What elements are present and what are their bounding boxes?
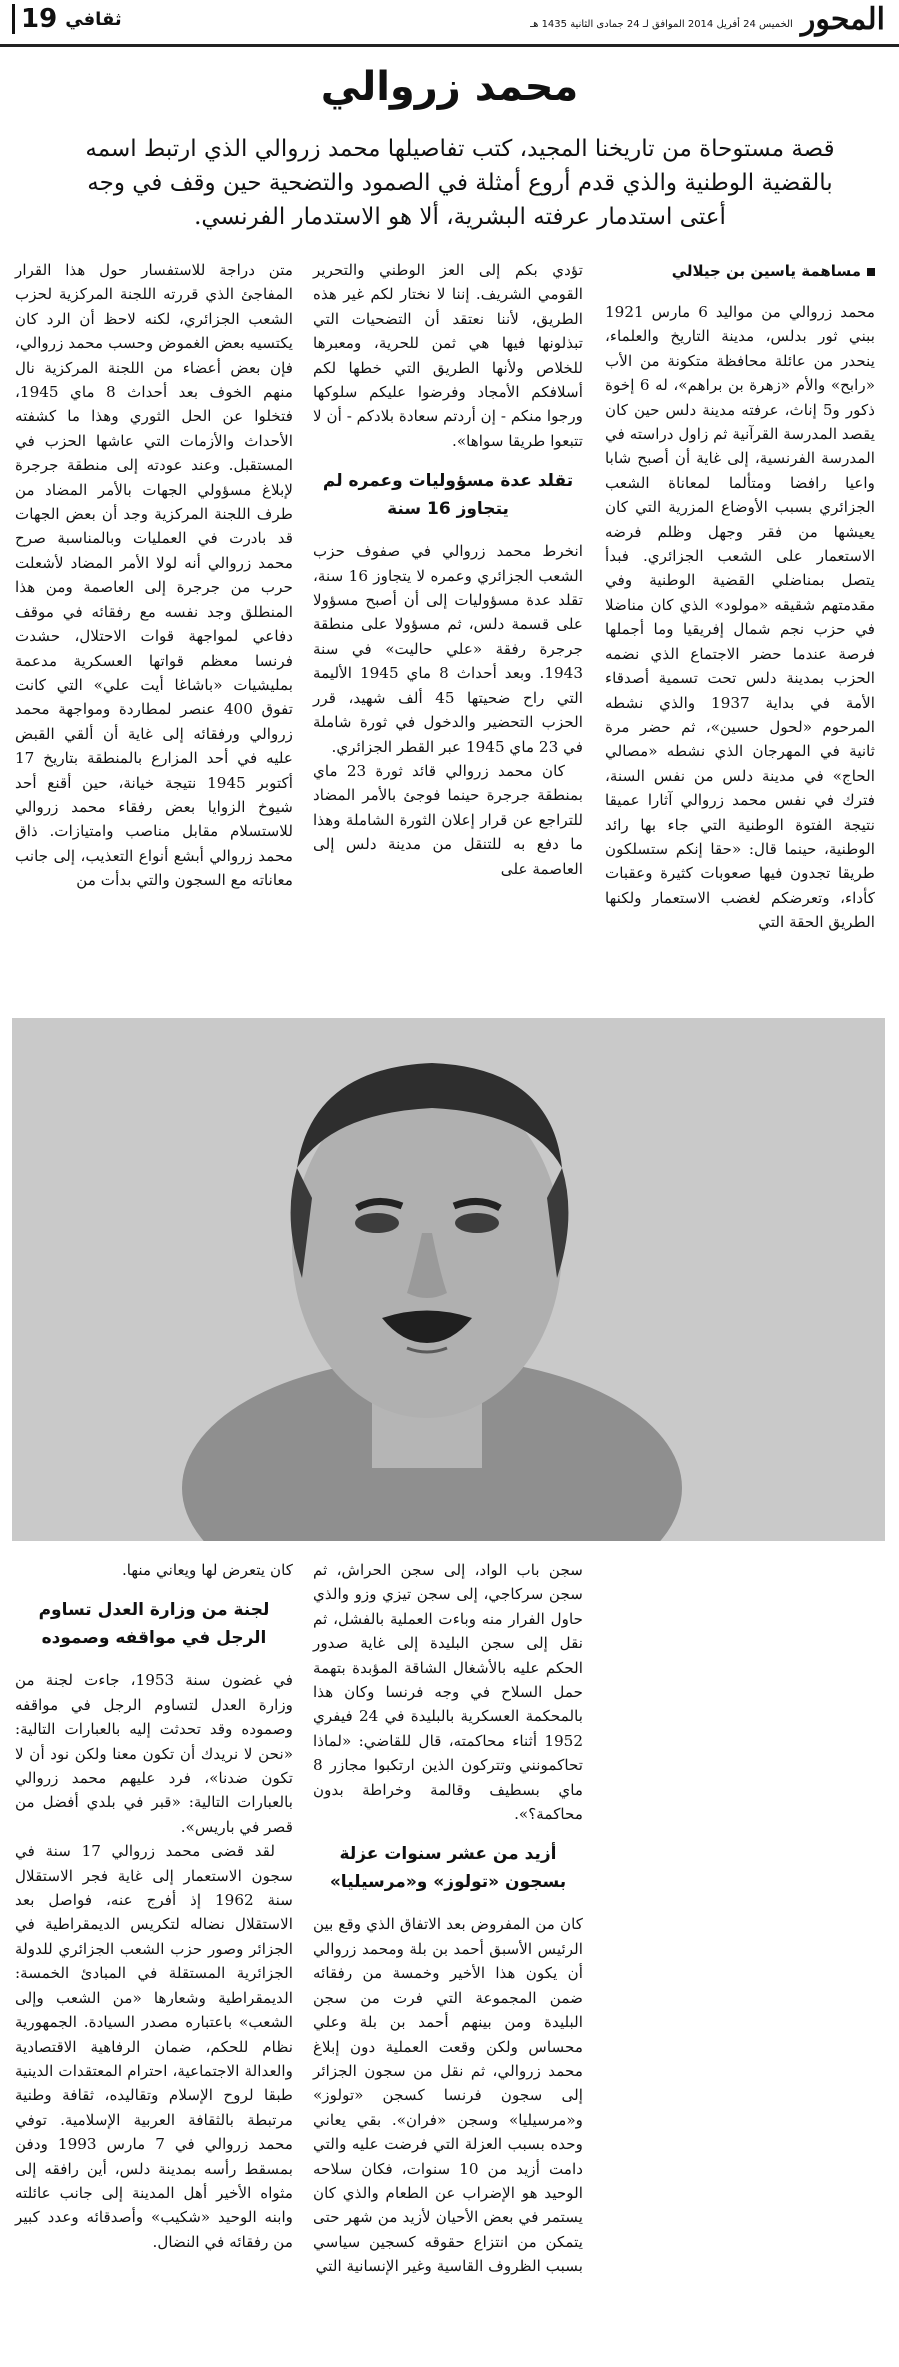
issue-date: الخميس 24 أفريل 2014 الموافق لـ 24 جمادى الثانية 1435 هـ (530, 19, 793, 30)
article-title: محمد زروالي (320, 64, 579, 110)
section-name: ثقافي (65, 8, 122, 30)
newspaper-logo: المحور (800, 2, 885, 37)
paragraph: في غضون سنة 1953، جاءت لجنة من وزارة العدل لتساوم الرجل في مواقفه وصموده وقد تحدثت إليه بالعبارات التالية: «نحن لا نريدك أن تكون معنا ولكن نود أن لا تكون ضدنا»، فرد عليهم محمد زروالي بالعبارات التالية: «قبر في بلدي أفضل من قصر في باريس». (15, 1671, 293, 1836)
paragraph: كان من المفروض بعد الاتفاق الذي وقع بين الرئيس الأسبق أحمد بن بلة ومحمد زروالي أن يكون هذا الأخير وخمسة من رفقائه ضمن المجموعة التي فرت من سجن البليدة ومن بينهم أحمد بن بلة وعلي محساس ولكن وقعت العملية دون إبلاغ محمد زروالي، ثم نقل من سجون الجزائر إلى سجون فرنسا كسجن «تولوز» و«مرسيليا» وسجن «فران». بقي يعاني وحده بسبب العزلة التي فرضت عليه والتي دامت أزيد من 10 سنوات، فكان سلاحه الوحيد هو الإضراب عن الطعام والذي كان يستمر في بعض الأحيان لأزيد من شهر حتى يتمكن من انتزاع حقوقه كسجين سياسي بسبب الظروف القاسية وغير الإنسانية التي (313, 1915, 583, 2276)
paragraph: متن دراجة للاستفسار حول هذا القرار المفاجئ الذي قررته اللجنة المركزية لحزب الشعب الجزائري، لكنه لاحظ أن الرد كان يكتسيه بعض الغموض وحسب محمد زروالي، فإن بعض أعضاء من اللجنة المركزية نال منهم الخوف بعد أحداث 8 ماي 1945، فتخلوا عن الحل الثوري وهذا ما كشفته الأحداث والأزمات التي عاشها الحزب في المستقبل. وعند عودته إلى منطقة جرجرة لإبلاغ مسؤولي الجهات بالأمر المضاد من طرف اللجنة المركزية وجد أن بعض الجهات قد بادرت في العمليات وبالمناسبة صرح محمد زروالي أنه لولا الأمر المضاد لأشعلت حرب من جرجرة إلى العاصمة ومن هذا المنطلق وجد نفسه مع رفقائه في موقف دفاعي لمواجهة قوات الاحتلال، حشدت فرنسا معظم قواتها العسكرية مدعمة بمليشيات «باشاغا أيت علي» التي كانت تفوق 400 عنصر لمطاردة ومواجهة محمد زروالي ورفقائه إلى غاية أن ألقي القبض عليه في أحد المزارع بالمنطقة بتاريخ 17 أكتوبر 1945 نتيجة خيانة، حين أقنع أحد شيوخ الزوايا بعض رفقاء محمد زروالي للاستسلام مقابل مناصب وامتيازات. ذاق محمد زروالي أبشع أنواع التعذيب، إلى جانب معاناته مع السجون والتي بدأت من (15, 261, 294, 890)
subheading: تقلد عدة مسؤوليات وعمره لم يتجاوز 16 سنة (322, 471, 574, 520)
column-4 (313, 1558, 583, 2279)
subheading: أزيد من عشر سنوات عزلة بسجون «تولوز» و«مرسيليا» (329, 1844, 567, 1893)
paragraph: لقد قضى محمد زروالي 17 سنة في سجون الاستعمار إلى غاية فجر الاستقلال سنة 1962 إذ أفرج عنه، فواصل بعد الاستقلال نضاله لتكريس الديمقراطية في الجزائر وصور حزب الشعب الجزائري للدولة الجزائرية المستقلة في المبادئ الخمسة: الديمقراطية وشعارها «من الشعب وإلى الشعب» باعتباره مصدر السيادة. الجمهورية نظام للحكم، ضمان الرفاهية الاقتصادية والعدالة الاجتماعية، احترام المعتقدات الدينية طبقا لروح الإسلام وتقاليده، ثقافة وطنية مرتبطة بالثقافة العربية الإسلامية. توفي محمد زروالي في 7 مارس 1993 ودفن بمسقط رأسه بمدينة دلس، أين رافقه إلى مثواه الأخير أهل المدينة إلى جانب عائلته وابنه الوحيد «شكيب» وأصدقائه وعدد كبير من رفقائه في النضال. (15, 1842, 293, 2251)
column-3 (15, 258, 293, 893)
paragraph: كان يتعرض لها ويعاني منها. (121, 1561, 293, 1579)
article-lead: قصة مستوحاة من تاريخنا المجيد، كتب تفاصيلها محمد زروالي الذي ارتبط اسمه بالقضية الوطنية والذي قدم أروع أمثلة في الصمود والتضحية حين وقف في وجه أعتى استدمار عرفته البشرية، ألا هو الاستدمار الفرنسي. (85, 136, 835, 230)
byline-text: مساهمة ياسين بن جيلالي (671, 262, 861, 280)
section-label (12, 4, 122, 34)
column-1 (605, 300, 875, 935)
paragraph: تؤدي بكم إلى العز الوطني والتحرير القومي الشريف. إننا لا نختار لكم غير هذه الطريق، لأننا نعتقد أن التضحيات التي تبذلونها فيها هي ثمن للحرية، ومعبرها للخلاص ولأنها الطريق التي خطها لكم أسلافكم الأمجاد وفرضوا عليكم سلوكها ورجوا منكم - إن أردتم سعادة بلادكم - أن لا تتبعوا طريقا سواها». (313, 261, 583, 450)
paragraph: انخرط محمد زروالي في صفوف حزب الشعب الجزائري وعمره لا يتجاوز 16 سنة، تقلد عدة مسؤوليات إلى أن أصبح مسؤولا على قسمة دلس، ثم مسؤولا على منطقة جرجرة رفقة «علي حاليت» في سنة 1943. وبعد أحداث 8 ماي 1945 الأليمة التي راح ضحيتها 45 ألف شهيد، قرر الحزب التحضير والدخول في ثورة شاملة في 23 ماي 1945 عبر القطر الجزائري. (313, 542, 583, 756)
portrait-icon (12, 1018, 885, 1541)
paragraph: كان محمد زروالي قائد ثورة 23 ماي بمنطقة جرجرة حينما فوجئ بالأمر المضاد للتراجع عن قرار إعلان الثورة الشاملة وهذا ما دفع به للتنقل من مدينة دلس إلى العاصمة على (313, 761, 583, 878)
column-2 (313, 258, 583, 881)
byline (605, 262, 875, 280)
bullet-icon (867, 268, 875, 276)
subheading: لجنة من وزارة العدل تساوم الرجل في مواقفه وصموده (38, 1600, 270, 1649)
paragraph: سجن باب الواد، إلى سجن الحراش، ثم سجن سركاجي، إلى سجن تيزي وزو والذي حاول الفرار منه وباءت العملية بالفشل، ثم نقل إلى سجن البليدة إلى غاية صدور الحكم عليه بالأشغال الشاقة المؤبدة بتهمة حمل السلاح في وجه فرنسا وكان هذا بالمحكمة العسكرية بالبليدة في 24 فيفري 1952 أثناء محاكمته، قال للقاضي: «لماذا تحاكمونني وتتركون الذين ارتكبوا مجازر 8 ماي بسطيف وقالمة وخراطة بدون محاكمة؟». (313, 1561, 583, 1824)
page-header (0, 0, 899, 47)
column-5 (15, 1558, 293, 2254)
masthead (530, 2, 885, 38)
page-number: 19 (12, 4, 57, 34)
portrait-photo (12, 1018, 885, 1541)
paragraph: محمد زروالي من مواليد 6 مارس 1921 ببني ثور بدلس، مدينة التاريخ والعلماء، ينحدر من عائلة محافظة متكونة من الأب «رابح» والأم «زهرة بن براهم»، له 6 إخوة ذكور و5 إناث، عرفته مدينة دلس حين كان يقصد المدرسة القرآنية ثم زاول دراسته في المدرسة الفرنسية، إلى غاية أن أصبح شابا واعيا رافضا ومتألما لمعاناة الشعب الجزائري بسبب الأوضاع المزرية التي كان يعيشها من فقر وجهل وظلم فرضه الاستعمار على الشعب الجزائري. فبدأ يتصل بمناضلي القضية الوطنية وفي مقدمتهم شقيقه «مولود» الذي كان مناضلا في حزب نجم شمال إفريقيا وما أجملها فرصة عندما حضر الاجتماع الذي نضمه الحزب بمدينة دلس تحت تسمية أصدقاء الأمة في بداية 1937 والذي نشطه المرحوم «لحول حسين»، ثم حضر مرة ثانية في المهرجان الذي نشطه «مصالي الحاج» في مدينة دلس من نفس السنة، فترك في نفس محمد زروالي آثارا عميقا نتيجة الفتوة الوطنية التي جاء بها رائد الوطنية، حينما قال: «حقا إنكم ستسلكون طريقا تجدون فيها صعوبات كثيرة وعقبات كأداء، وتعرضكم لغضب الاستعمار ولكنها الطريق الحقة التي (605, 303, 876, 932)
